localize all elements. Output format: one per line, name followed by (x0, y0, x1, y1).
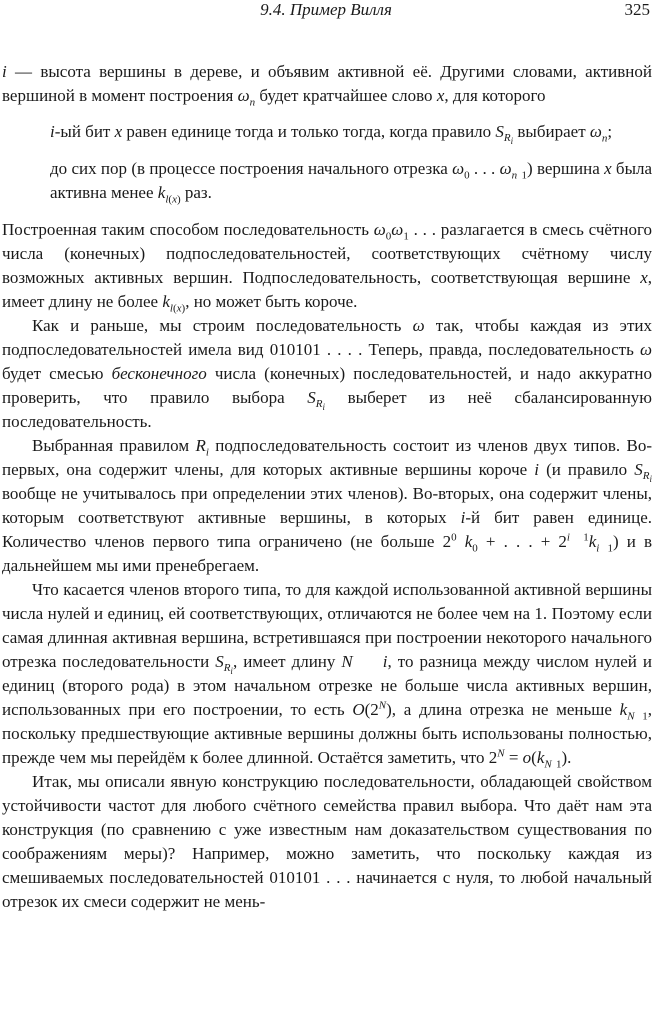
condition-item: i-ый бит x равен единице тогда и только тогда, когда правило $S_{R_i}$ выбирает $\omega_n$; (50, 122, 613, 147)
paragraph: Выбранная правилом $R_i$ подпоследовательность состоит из членов двух типов. Во-первых, она содержит члены, для которых активные вершины короче i (и правило $S_{R_i}$ вообще не учитывалось при определении этих членов). Во-вторых, она содержит члены, которым соответствуют активные вершины, в которых i-й бит равен единице. Количество членов первого типа ограничено (не больше $2^0$ $k_0$ + . . . + $2^{i 1}k_i$ $_1$) и в дальнейшем мы ими пренебрегаем. (2, 436, 652, 575)
paragraph: Построенная таким способом последовательность $\omega_0\omega_1$ . . . разлагается в смесь счётного числа (конечных) подпоследовательностей, соответствующих счётному числу возможных активных вершин. Подпоследовательность, соответствующая вершине x, имеет длину не более $k_{l(x)}$, но может быть короче. (2, 220, 652, 315)
running-title: 9.4. Пример Вилля (260, 0, 392, 19)
paragraph: Итак, мы описали явную конструкцию последовательности, обладающей свойством устойчивости частот для любого счётного семейства правил выбора. Что даёт нам эта конструкция (по сравнению с уже известным нам доказательством существования по соображениям меры)? Например, можно заметить, что поскольку каждая из смешиваемых последовательностей 010101 . . . начинается с нуля, то любой начальный отрезок их смеси содержит не мень- (2, 772, 652, 911)
condition-list (50, 120, 652, 205)
page-number: 325 (624, 0, 650, 19)
page-header (0, 0, 652, 22)
paragraph: Как и раньше, мы строим последовательность ω так, чтобы каждая из этих подпоследовательностей имела вид 010101 . . . . Теперь, правда, последовательность ω будет смесью бесконечного числа (конечных) последовательностей, и надо аккуратно проверить, что правило выбора $S_{R_i}$ выберет из неё сбалансированную последовательность. (2, 316, 652, 431)
condition-item: до сих пор (в процессе построения начального отрезка $\omega_0$ . . . $\omega_n$ $_1$) вершина x была активна менее $k_{l(x)}$ раз. (50, 159, 652, 206)
page-body (2, 60, 652, 914)
paragraph: i — высота вершины в дереве, и объявим активной её. Другими словами, активной вершиной в момент построения $\omega_n$ будет кратчайшее слово x, для которого (2, 62, 652, 109)
paragraph: Что касается членов второго типа, то для каждой использованной активной вершины числа нулей и единиц, ей соответствующих, отличаются не более чем на 1. Поэтому если самая длинная активная вершина, встретившаяся при построении некоторого начального отрезка последовательности $S_{R_i}$, имеет длину N i, то разница между числом нулей и единиц (второго рода) в этом начальном отрезке не больше числа активных вершин, использованных при его построении, то есть $O(2^N)$, а длина отрезка не меньше $k_N$ $_1$, поскольку предшествующие активные вершины должны быть использованы полностью, прежде чем мы перейдём к более длинной. Остаётся заметить, что $2^N = o(k_N$ $_1$). (2, 580, 652, 771)
